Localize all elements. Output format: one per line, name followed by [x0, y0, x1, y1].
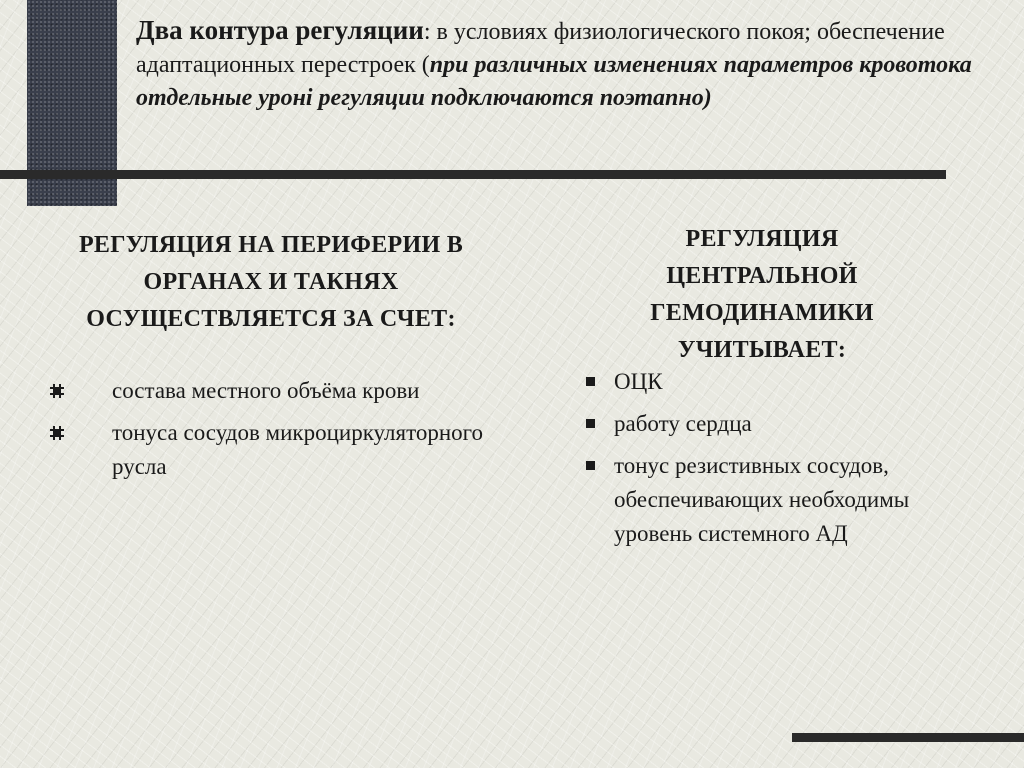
header-divider-bar — [0, 170, 946, 179]
square-bullet-icon — [586, 377, 595, 386]
footer-divider-bar — [792, 733, 1024, 742]
hash-bullet-icon — [50, 426, 64, 440]
list-item-text: ОЦК — [614, 369, 663, 394]
slide-intro-italic: при различных изменениях параметров кровотока отдельные уроні регуляции подключаются поэтапно) — [136, 52, 972, 111]
list-item — [614, 407, 954, 441]
list-item-text: работу сердца — [614, 411, 752, 436]
hash-bullet-icon — [50, 384, 64, 398]
slide-title: Два контура регуляции — [136, 15, 424, 45]
list-item-text: состава местного объёма крови — [112, 378, 420, 403]
slide-intro: : в условиях физиологического покоя; обеспечение адаптационных перестроек ( — [136, 19, 945, 78]
list-item — [112, 416, 512, 484]
left-column-heading: РЕГУЛЯЦИЯ НА ПЕРИФЕРИИ В ОРГАНАХ И ТАКНЯХ ОСУЩЕСТВЛЯЕТСЯ ЗА СЧЕТ: — [78, 232, 464, 332]
list-item — [112, 374, 512, 408]
left-column-list — [112, 374, 512, 492]
right-column-list — [614, 365, 954, 559]
list-item — [614, 449, 954, 551]
list-item-text: тонус резистивных сосудов, обеспечивающих необходимы уровень системного АД — [614, 453, 910, 546]
list-item-text: тонуса сосудов микроциркуляторного русла — [112, 420, 484, 479]
right-column-heading: РЕГУЛЯЦИЯ ЦЕНТРАЛЬНОЙ ГЕМОДИНАМИКИ УЧИТЫВАЕТ: — [650, 226, 874, 363]
list-item — [614, 365, 954, 399]
square-bullet-icon — [586, 419, 595, 428]
square-bullet-icon — [586, 461, 595, 470]
slide-header — [136, 14, 996, 115]
